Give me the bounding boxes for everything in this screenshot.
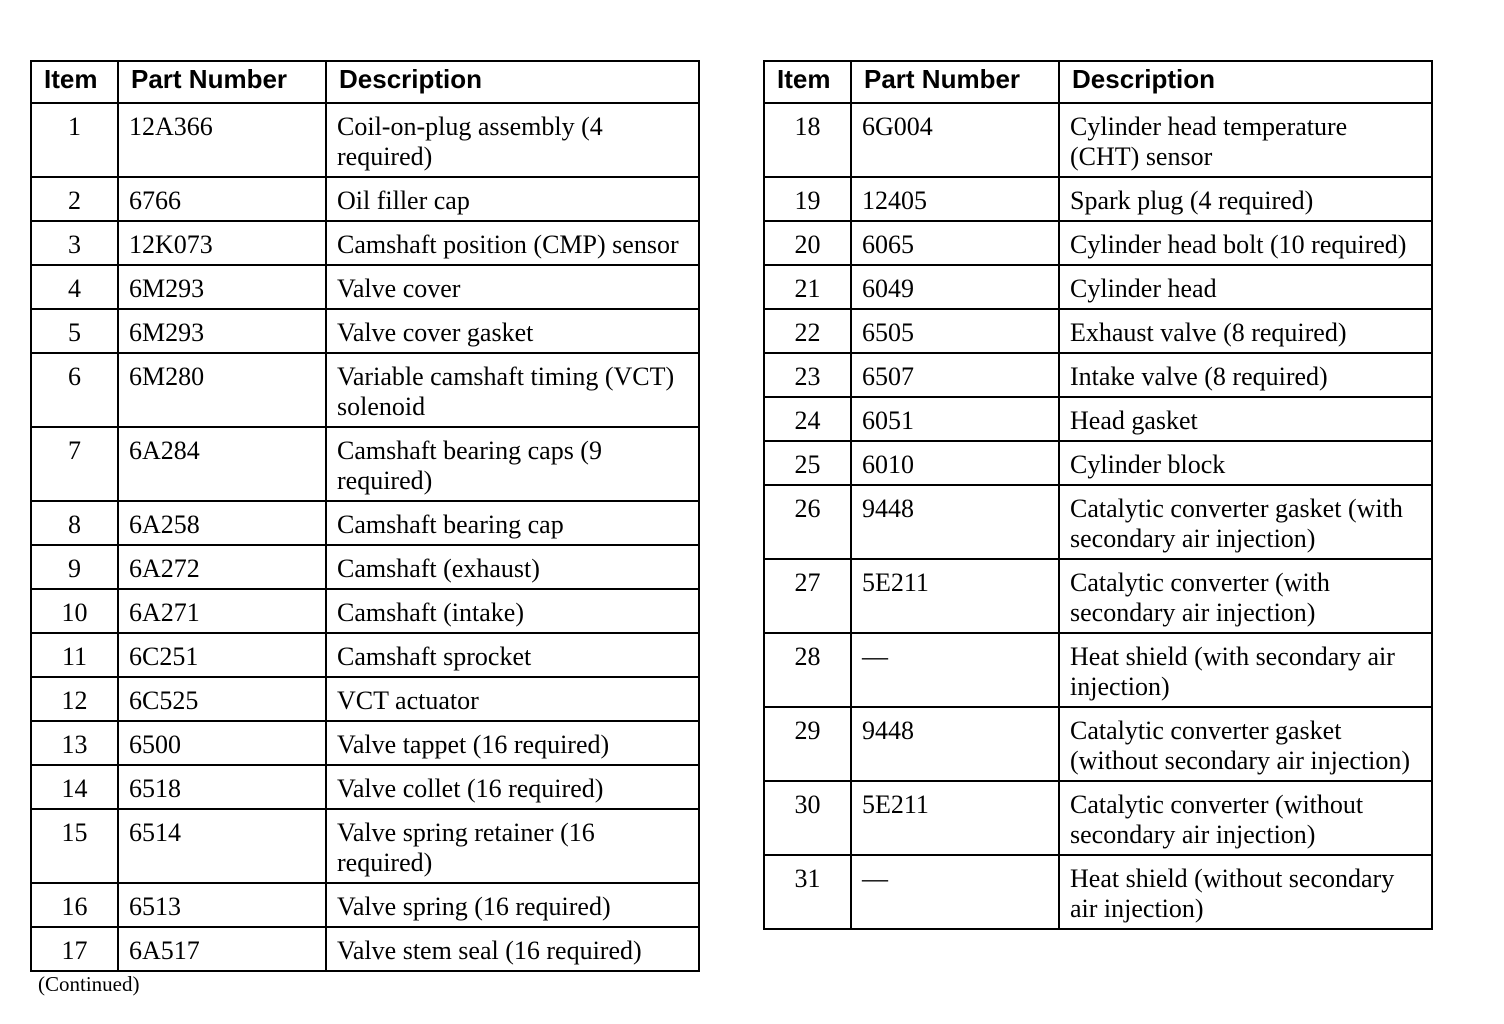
table-row	[764, 855, 1432, 929]
header-description: Description	[1059, 61, 1432, 103]
description-cell: Valve cover	[326, 265, 699, 309]
part-number-cell: —	[851, 633, 1059, 707]
part-number-cell: 6010	[851, 441, 1059, 485]
part-number-cell: 6513	[118, 883, 326, 927]
table-row	[31, 177, 699, 221]
item-cell: 30	[764, 781, 851, 855]
item-cell: 9	[31, 545, 118, 589]
table-row	[764, 707, 1432, 781]
table-row	[31, 501, 699, 545]
part-number-cell: 12K073	[118, 221, 326, 265]
part-number-cell: 6505	[851, 309, 1059, 353]
header-row	[31, 61, 699, 103]
part-number-cell: 6049	[851, 265, 1059, 309]
item-cell: 21	[764, 265, 851, 309]
table-row	[31, 265, 699, 309]
table-row	[31, 545, 699, 589]
part-number-cell: 6500	[118, 721, 326, 765]
description-cell: Cylinder head temperature (CHT) sensor	[1059, 103, 1432, 177]
table-row	[764, 103, 1432, 177]
table-row	[31, 677, 699, 721]
description-cell: VCT actuator	[326, 677, 699, 721]
item-cell: 10	[31, 589, 118, 633]
description-cell: Valve spring (16 required)	[326, 883, 699, 927]
table-row	[764, 397, 1432, 441]
table-row	[764, 265, 1432, 309]
description-cell: Valve cover gasket	[326, 309, 699, 353]
description-cell: Valve stem seal (16 required)	[326, 927, 699, 971]
item-cell: 17	[31, 927, 118, 971]
description-cell: Valve spring retainer (16 required)	[326, 809, 699, 883]
table-row	[31, 809, 699, 883]
item-cell: 1	[31, 103, 118, 177]
table-row	[31, 427, 699, 501]
description-cell: Variable camshaft timing (VCT) solenoid	[326, 353, 699, 427]
table-row	[31, 927, 699, 971]
item-cell: 3	[31, 221, 118, 265]
item-cell: 20	[764, 221, 851, 265]
item-cell: 29	[764, 707, 851, 781]
header-item: Item	[764, 61, 851, 103]
parts-table-right-body	[764, 103, 1432, 929]
table-row	[31, 883, 699, 927]
description-cell: Camshaft bearing cap	[326, 501, 699, 545]
item-cell: 19	[764, 177, 851, 221]
part-number-cell: 6518	[118, 765, 326, 809]
description-cell: Intake valve (8 required)	[1059, 353, 1432, 397]
part-number-cell: 12405	[851, 177, 1059, 221]
table-row	[764, 309, 1432, 353]
description-cell: Camshaft (intake)	[326, 589, 699, 633]
item-cell: 6	[31, 353, 118, 427]
table-row	[764, 441, 1432, 485]
part-number-cell: 6065	[851, 221, 1059, 265]
table-row	[764, 485, 1432, 559]
description-cell: Exhaust valve (8 required)	[1059, 309, 1432, 353]
description-cell: Oil filler cap	[326, 177, 699, 221]
parts-table-left	[30, 60, 700, 972]
item-cell: 25	[764, 441, 851, 485]
part-number-cell: —	[851, 855, 1059, 929]
table-row	[31, 589, 699, 633]
item-cell: 24	[764, 397, 851, 441]
description-cell: Camshaft sprocket	[326, 633, 699, 677]
table-row	[764, 781, 1432, 855]
table-row	[764, 177, 1432, 221]
part-number-cell: 6A271	[118, 589, 326, 633]
description-cell: Cylinder head bolt (10 required)	[1059, 221, 1432, 265]
description-cell: Catalytic converter gasket (without secondary air injection)	[1059, 707, 1432, 781]
part-number-cell: 6G004	[851, 103, 1059, 177]
description-cell: Cylinder block	[1059, 441, 1432, 485]
item-cell: 8	[31, 501, 118, 545]
part-number-cell: 6514	[118, 809, 326, 883]
table-row	[31, 765, 699, 809]
item-cell: 12	[31, 677, 118, 721]
description-cell: Coil-on-plug assembly (4 required)	[326, 103, 699, 177]
item-cell: 18	[764, 103, 851, 177]
description-cell: Camshaft position (CMP) sensor	[326, 221, 699, 265]
continued-note: (Continued)	[38, 972, 140, 996]
parts-table-left-body	[31, 103, 699, 971]
item-cell: 7	[31, 427, 118, 501]
header-part-number: Part Number	[118, 61, 326, 103]
table-row	[764, 633, 1432, 707]
part-number-cell: 9448	[851, 707, 1059, 781]
item-cell: 22	[764, 309, 851, 353]
table-row	[31, 103, 699, 177]
part-number-cell: 5E211	[851, 559, 1059, 633]
table-row	[764, 559, 1432, 633]
table-row	[31, 221, 699, 265]
description-cell: Catalytic converter gasket (with secondary air injection)	[1059, 485, 1432, 559]
header-row	[764, 61, 1432, 103]
part-number-cell: 9448	[851, 485, 1059, 559]
description-cell: Cylinder head	[1059, 265, 1432, 309]
item-cell: 16	[31, 883, 118, 927]
part-number-cell: 6C251	[118, 633, 326, 677]
table-row	[31, 309, 699, 353]
description-cell: Valve collet (16 required)	[326, 765, 699, 809]
item-cell: 14	[31, 765, 118, 809]
description-cell: Camshaft bearing caps (9 required)	[326, 427, 699, 501]
description-cell: Catalytic converter (without secondary air injection)	[1059, 781, 1432, 855]
part-number-cell: 6766	[118, 177, 326, 221]
table-row	[31, 633, 699, 677]
description-cell: Catalytic converter (with secondary air injection)	[1059, 559, 1432, 633]
part-number-cell: 6A517	[118, 927, 326, 971]
part-number-cell: 6M293	[118, 265, 326, 309]
table-row	[31, 353, 699, 427]
item-cell: 23	[764, 353, 851, 397]
item-cell: 5	[31, 309, 118, 353]
description-cell: Camshaft (exhaust)	[326, 545, 699, 589]
item-cell: 13	[31, 721, 118, 765]
item-cell: 2	[31, 177, 118, 221]
description-cell: Head gasket	[1059, 397, 1432, 441]
part-number-cell: 6A272	[118, 545, 326, 589]
part-number-cell: 5E211	[851, 781, 1059, 855]
item-cell: 11	[31, 633, 118, 677]
description-cell: Heat shield (without secondary air injection)	[1059, 855, 1432, 929]
table-row	[764, 221, 1432, 265]
item-cell: 26	[764, 485, 851, 559]
parts-table-right	[763, 60, 1433, 930]
part-number-cell: 12A366	[118, 103, 326, 177]
item-cell: 28	[764, 633, 851, 707]
item-cell: 27	[764, 559, 851, 633]
part-number-cell: 6M293	[118, 309, 326, 353]
part-number-cell: 6507	[851, 353, 1059, 397]
table-row	[31, 721, 699, 765]
part-number-cell: 6M280	[118, 353, 326, 427]
part-number-cell: 6051	[851, 397, 1059, 441]
header-item: Item	[31, 61, 118, 103]
item-cell: 4	[31, 265, 118, 309]
part-number-cell: 6A258	[118, 501, 326, 545]
header-part-number: Part Number	[851, 61, 1059, 103]
item-cell: 31	[764, 855, 851, 929]
part-number-cell: 6A284	[118, 427, 326, 501]
item-cell: 15	[31, 809, 118, 883]
header-description: Description	[326, 61, 699, 103]
description-cell: Spark plug (4 required)	[1059, 177, 1432, 221]
part-number-cell: 6C525	[118, 677, 326, 721]
description-cell: Valve tappet (16 required)	[326, 721, 699, 765]
table-row	[764, 353, 1432, 397]
description-cell: Heat shield (with secondary air injection)	[1059, 633, 1432, 707]
